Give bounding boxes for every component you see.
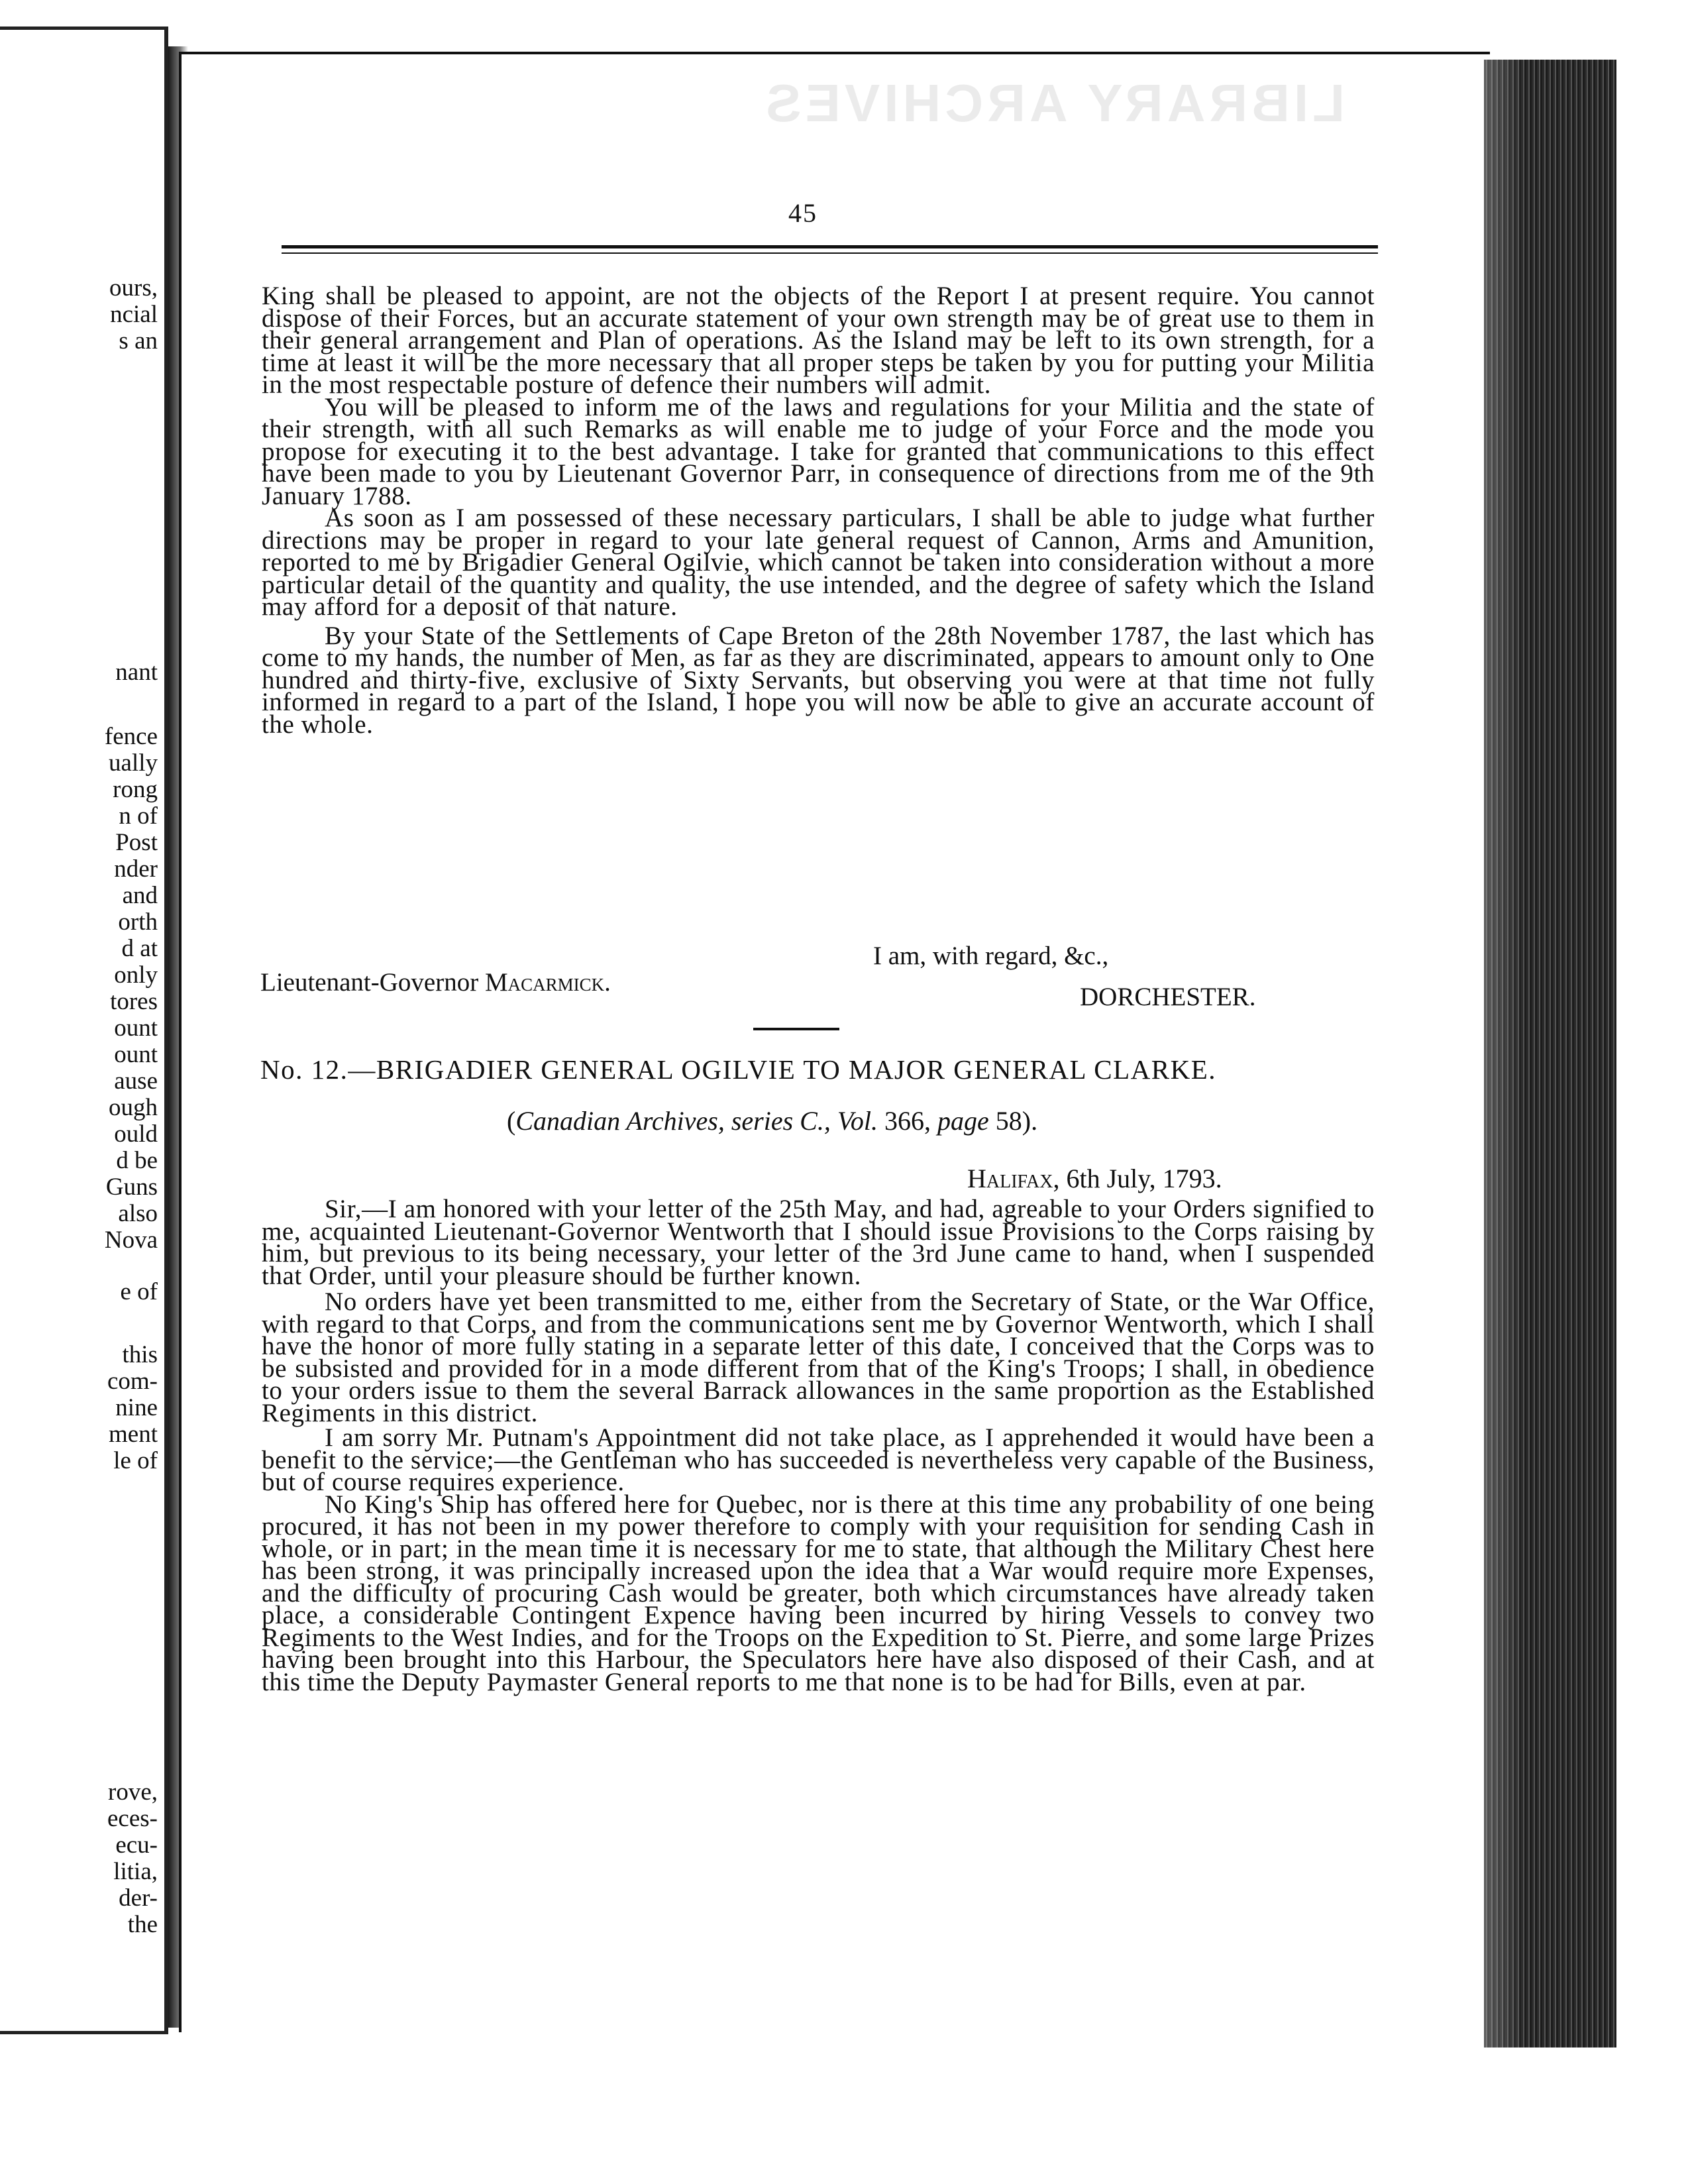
dateline-date: 6th July, 1793.	[1066, 1164, 1222, 1193]
left-page-fragment: nder	[114, 855, 158, 883]
left-page-fragment: ncial	[110, 301, 158, 328]
paragraph: King shall be pleased to appoint, are not the objects of the Report I at present require. You cannot dispose of their Forces, but an accurate statement of your own strength may be of great use to them in their general arrangement and Plan of operations. As the Island may be left to its own strength, for a time at least it will be the more necessary that all proper steps be taken by you for putting your Militia in the most respectable posture of defence their numbers will admit.	[262, 282, 1375, 399]
paragraph: No King's Ship has offered here for Quebec, nor is there at this time any probability of one being procured, it has not been in my power therefore to comply with your requisition for sending Cash in whole, or in part; in the mean time it is necessary for me to state, that although the Military Chest here has been strong, it was principally increased upon the idea that a War would require more Expenses, and the difficulty of procuring Cash would be greater, both which circumstances have already taken place, a considerable Contingent Expence having been incurred by hiring Vessels to convey two Regiments to the West Indies, and for the Troops on the Expedition to St. Pierre, and some large Prizes having been brought into this Harbour, the Speculators here have also disposed of their Cash, and at this time the Deputy Paymaster General reports to me that none is to be had for Bills, even at par.	[262, 1490, 1375, 1696]
library-archives-stamp: LIBRARY ARCHIVES	[762, 74, 1345, 133]
dateline-place: Halifax,	[967, 1164, 1060, 1193]
signature: DORCHESTER.	[1080, 983, 1256, 1011]
left-page-fragment: ount	[114, 1041, 158, 1068]
left-page-fragment: ecu-	[115, 1831, 158, 1859]
dateline	[967, 1163, 1222, 1194]
header-rule	[282, 245, 1378, 248]
left-page-fragment: also	[118, 1200, 158, 1227]
left-page-fragment: ause	[114, 1067, 158, 1095]
left-page-fragment: tores	[110, 988, 158, 1015]
header-rule-thin	[282, 252, 1378, 254]
left-page-fragment: le of	[113, 1447, 158, 1474]
left-page-fragment: nant	[115, 659, 158, 686]
source-vol-label: Vol.	[837, 1106, 878, 1136]
left-page-fragment: ould	[114, 1120, 158, 1148]
left-page-fragment: Nova	[104, 1227, 158, 1254]
left-page-fragment: nine	[115, 1394, 158, 1421]
left-page-fragment: orth	[118, 908, 158, 936]
left-page-fragment: Post	[115, 829, 158, 856]
left-page-fragment: rove,	[108, 1778, 158, 1806]
left-page-fragment: this	[122, 1341, 158, 1368]
left-page-fragment: ment	[109, 1421, 158, 1448]
addressee-name: Macarmick.	[484, 968, 611, 997]
left-page-fragment: d be	[116, 1147, 158, 1174]
left-page-fragment: Guns	[105, 1174, 158, 1201]
source-vol-number: 366,	[884, 1106, 931, 1136]
paragraph: You will be pleased to inform me of the laws and regulations for your Militia and the state of their strength, with all such Remarks as will enable me to judge of your Force and the mode you propose for executing it to the best advantage. I take for granted that communications to this effect have been made to you by Lieutenant Governor Parr, in consequence of directions from me of the 9th January 1788.	[262, 392, 1375, 510]
left-page-fragment: litia,	[113, 1858, 158, 1885]
addressee-title: Lieutenant-Governor	[260, 968, 479, 997]
left-page-fragment: the	[127, 1911, 158, 1938]
letter-heading: No. 12.—BRIGADIER GENERAL OGILVIE TO MAJOR GENERAL CLARKE.	[260, 1054, 1217, 1085]
source-page-number: 58).	[995, 1106, 1038, 1136]
source-citation: (Canadian Archives, series C., Vol. 366, page 58).	[507, 1106, 1038, 1136]
paragraph: I am sorry Mr. Putnam's Appointment did not take place, as I apprehended it would have been a benefit to the service;—the Gentleman who has succeeded is nevertheless very capable of the Business, but of course requires experience.	[262, 1423, 1375, 1496]
left-facing-page	[0, 27, 168, 2034]
paragraph: Sir,—I am honored with your letter of the 25th May, and had, agreable to your Orders signified to me, acquainted Lieutenant-Governor Wentworth that I should issue Provisions to the Corps raising by him, but previous to its being necessary, your letter of the 3rd June came to hand, when I suspended that Order, until your pleasure should be further known.	[262, 1195, 1375, 1290]
letter-body-continued	[262, 282, 1375, 739]
paragraph: By your State of the Settlements of Cape Breton of the 28th November 1787, the last which has come to my hands, the number of Men, as far as they are discriminated, appears to amount only to One hundred and thirty-five, exclusive of Sixty Servants, but observing you were at that time not fully informed in regard to a part of the Island, I hope you will now be able to give an accurate account of the whole.	[262, 621, 1375, 739]
left-page-fragment: com-	[107, 1368, 158, 1395]
left-page-fragment: der-	[119, 1884, 158, 1912]
left-page-fragment: eces-	[107, 1805, 158, 1832]
addressee	[260, 967, 611, 997]
letter-body	[262, 1195, 1375, 1696]
paragraph: No orders have yet been transmitted to me, either from the Secretary of State, or the War Office, with regard to that Corps, and from the communications sent me by Governor Wentworth, which I shall have the honor of more fully stating in a separate letter of this date, I conceived that the Corps was to be subsisted and provided for in a mode different from that of the King's Troops; I shall, in obedience to your orders issue to them the several Barrack allowances in the same proportion as the Established Regiments in this district.	[262, 1287, 1375, 1427]
left-page-fragment: only	[114, 961, 158, 989]
page-number: 45	[788, 198, 818, 228]
left-page-fragment: ough	[109, 1094, 158, 1121]
paragraph: As soon as I am possessed of these necessary particulars, I shall be able to judge what further directions may be proper in regard to your late general request of Cannon, Arms and Amunition, reported to me by Brigadier General Ogilvie, which cannot be taken into consideration without a more particular detail of the quantity and quality, the use intended, and the degree of safety which the Island may afford for a deposit of that nature.	[262, 504, 1375, 621]
book-page-edges	[1484, 60, 1616, 2048]
left-page-fragment: e of	[120, 1278, 158, 1305]
left-page-fragment: fence	[104, 723, 158, 750]
left-page-fragment: and	[122, 882, 158, 909]
left-page-fragment: rong	[113, 776, 158, 803]
left-page-fragment: ually	[109, 749, 158, 777]
left-page-fragment: s an	[119, 327, 158, 355]
left-page-fragment: ours,	[109, 274, 158, 301]
closing-salutation: I am, with regard, &c.,	[873, 942, 1109, 970]
source-page-label: page	[937, 1106, 989, 1136]
section-divider	[753, 1028, 839, 1030]
left-page-fragment: d at	[121, 935, 158, 962]
source-series: Canadian Archives, series C.,	[515, 1106, 831, 1136]
left-page-fragment: n of	[119, 802, 158, 830]
left-page-fragment: ount	[114, 1014, 158, 1042]
